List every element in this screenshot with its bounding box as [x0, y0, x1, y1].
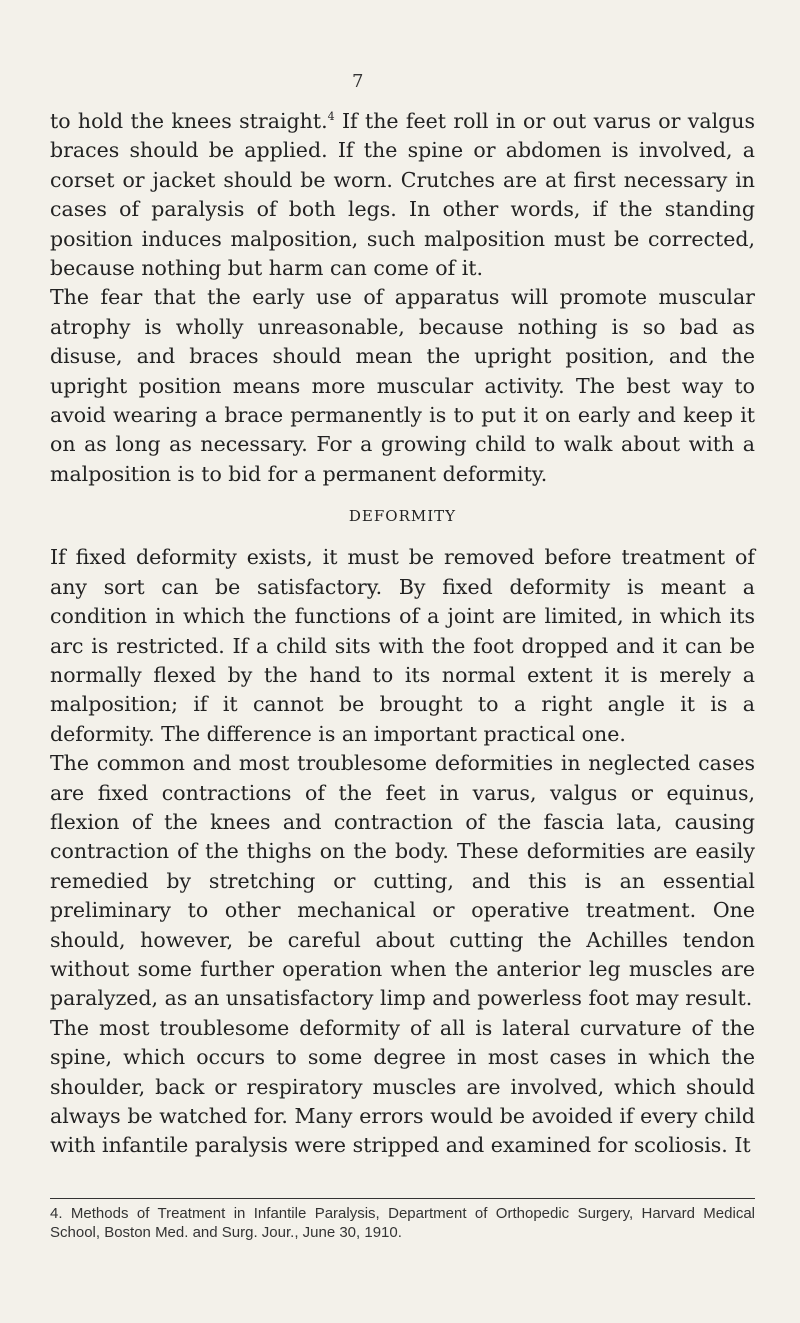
book-page: [50, 0, 755, 1323]
paragraph-common-deformities: The common and most troublesome deformities in neglected cases are fixed contractions of the feet in varus, valgus or equinus, flexion of the knees and contraction of the fascia lata, causing contraction of the thighs on the body. These deformities are easily remedied by stretching or cutting, and this is an essential preliminary to other mechanical or operative treatment. One should, however, be careful about cutting the Achilles tendon without some further operation when the anterior leg muscles are paralyzed, as an unsatisfactory limp and powerless foot may result.: [50, 751, 755, 1011]
page-number: 7: [352, 71, 364, 92]
paragraph-text: If the feet roll in or out varus or valgus braces should be applied. If the spine or abdomen is involved, a corset or jacket should be worn. Crutches are at first necessary in cases of paralysis of both legs. In other words, if the standing position induces malposition, such malposition must be corrected, because nothing but harm can come of it.: [50, 109, 755, 281]
footnote-reference: 4: [327, 110, 335, 124]
paragraph-apparatus: The fear that the early use of apparatus will promote muscular atrophy is wholly unreasonable, because nothing is so bad as disuse, and braces should mean the upright position, and the upright position means more muscular activity. The best way to avoid wearing a brace permanently is to put it on early and keep it on as long as necessary. For a growing child to walk about with a malposition is to bid for a permanent deformity.: [50, 285, 755, 486]
paragraph-continuation: [50, 107, 755, 283]
paragraph-text: to hold the knees straight.: [50, 109, 328, 133]
section-heading: DEFORMITY: [348, 507, 457, 526]
body-text: [50, 107, 755, 1161]
footnote-divider: [50, 1198, 755, 1199]
footnote: 4. Methods of Treatment in Infantile Paralysis, Department of Orthopedic Surgery, Harvard Medical School, Boston Med. and Surg. Jour., June 30, 1910.: [50, 1205, 755, 1241]
paragraph-lateral-curvature: The most troublesome deformity of all is lateral curvature of the spine, which occurs to some degree in most cases in which the shoulder, back or respiratory muscles are involved, which should always be watched for. Many errors would be avoided if every child with infantile paralysis were stripped and examined for scoliosis. It: [50, 1015, 755, 1158]
paragraph-fixed-deformity: If fixed deformity exists, it must be removed before treatment of any sort can be satisfactory. By fixed deformity is meant a condition in which the functions of a joint are limited, in which its arc is restricted. If a child sits with the foot dropped and it can be normally flexed by the hand to its normal extent it is merely a malposition; if it cannot be brought to a right angle it is a deformity. The difference is an important practical one.: [50, 545, 755, 746]
